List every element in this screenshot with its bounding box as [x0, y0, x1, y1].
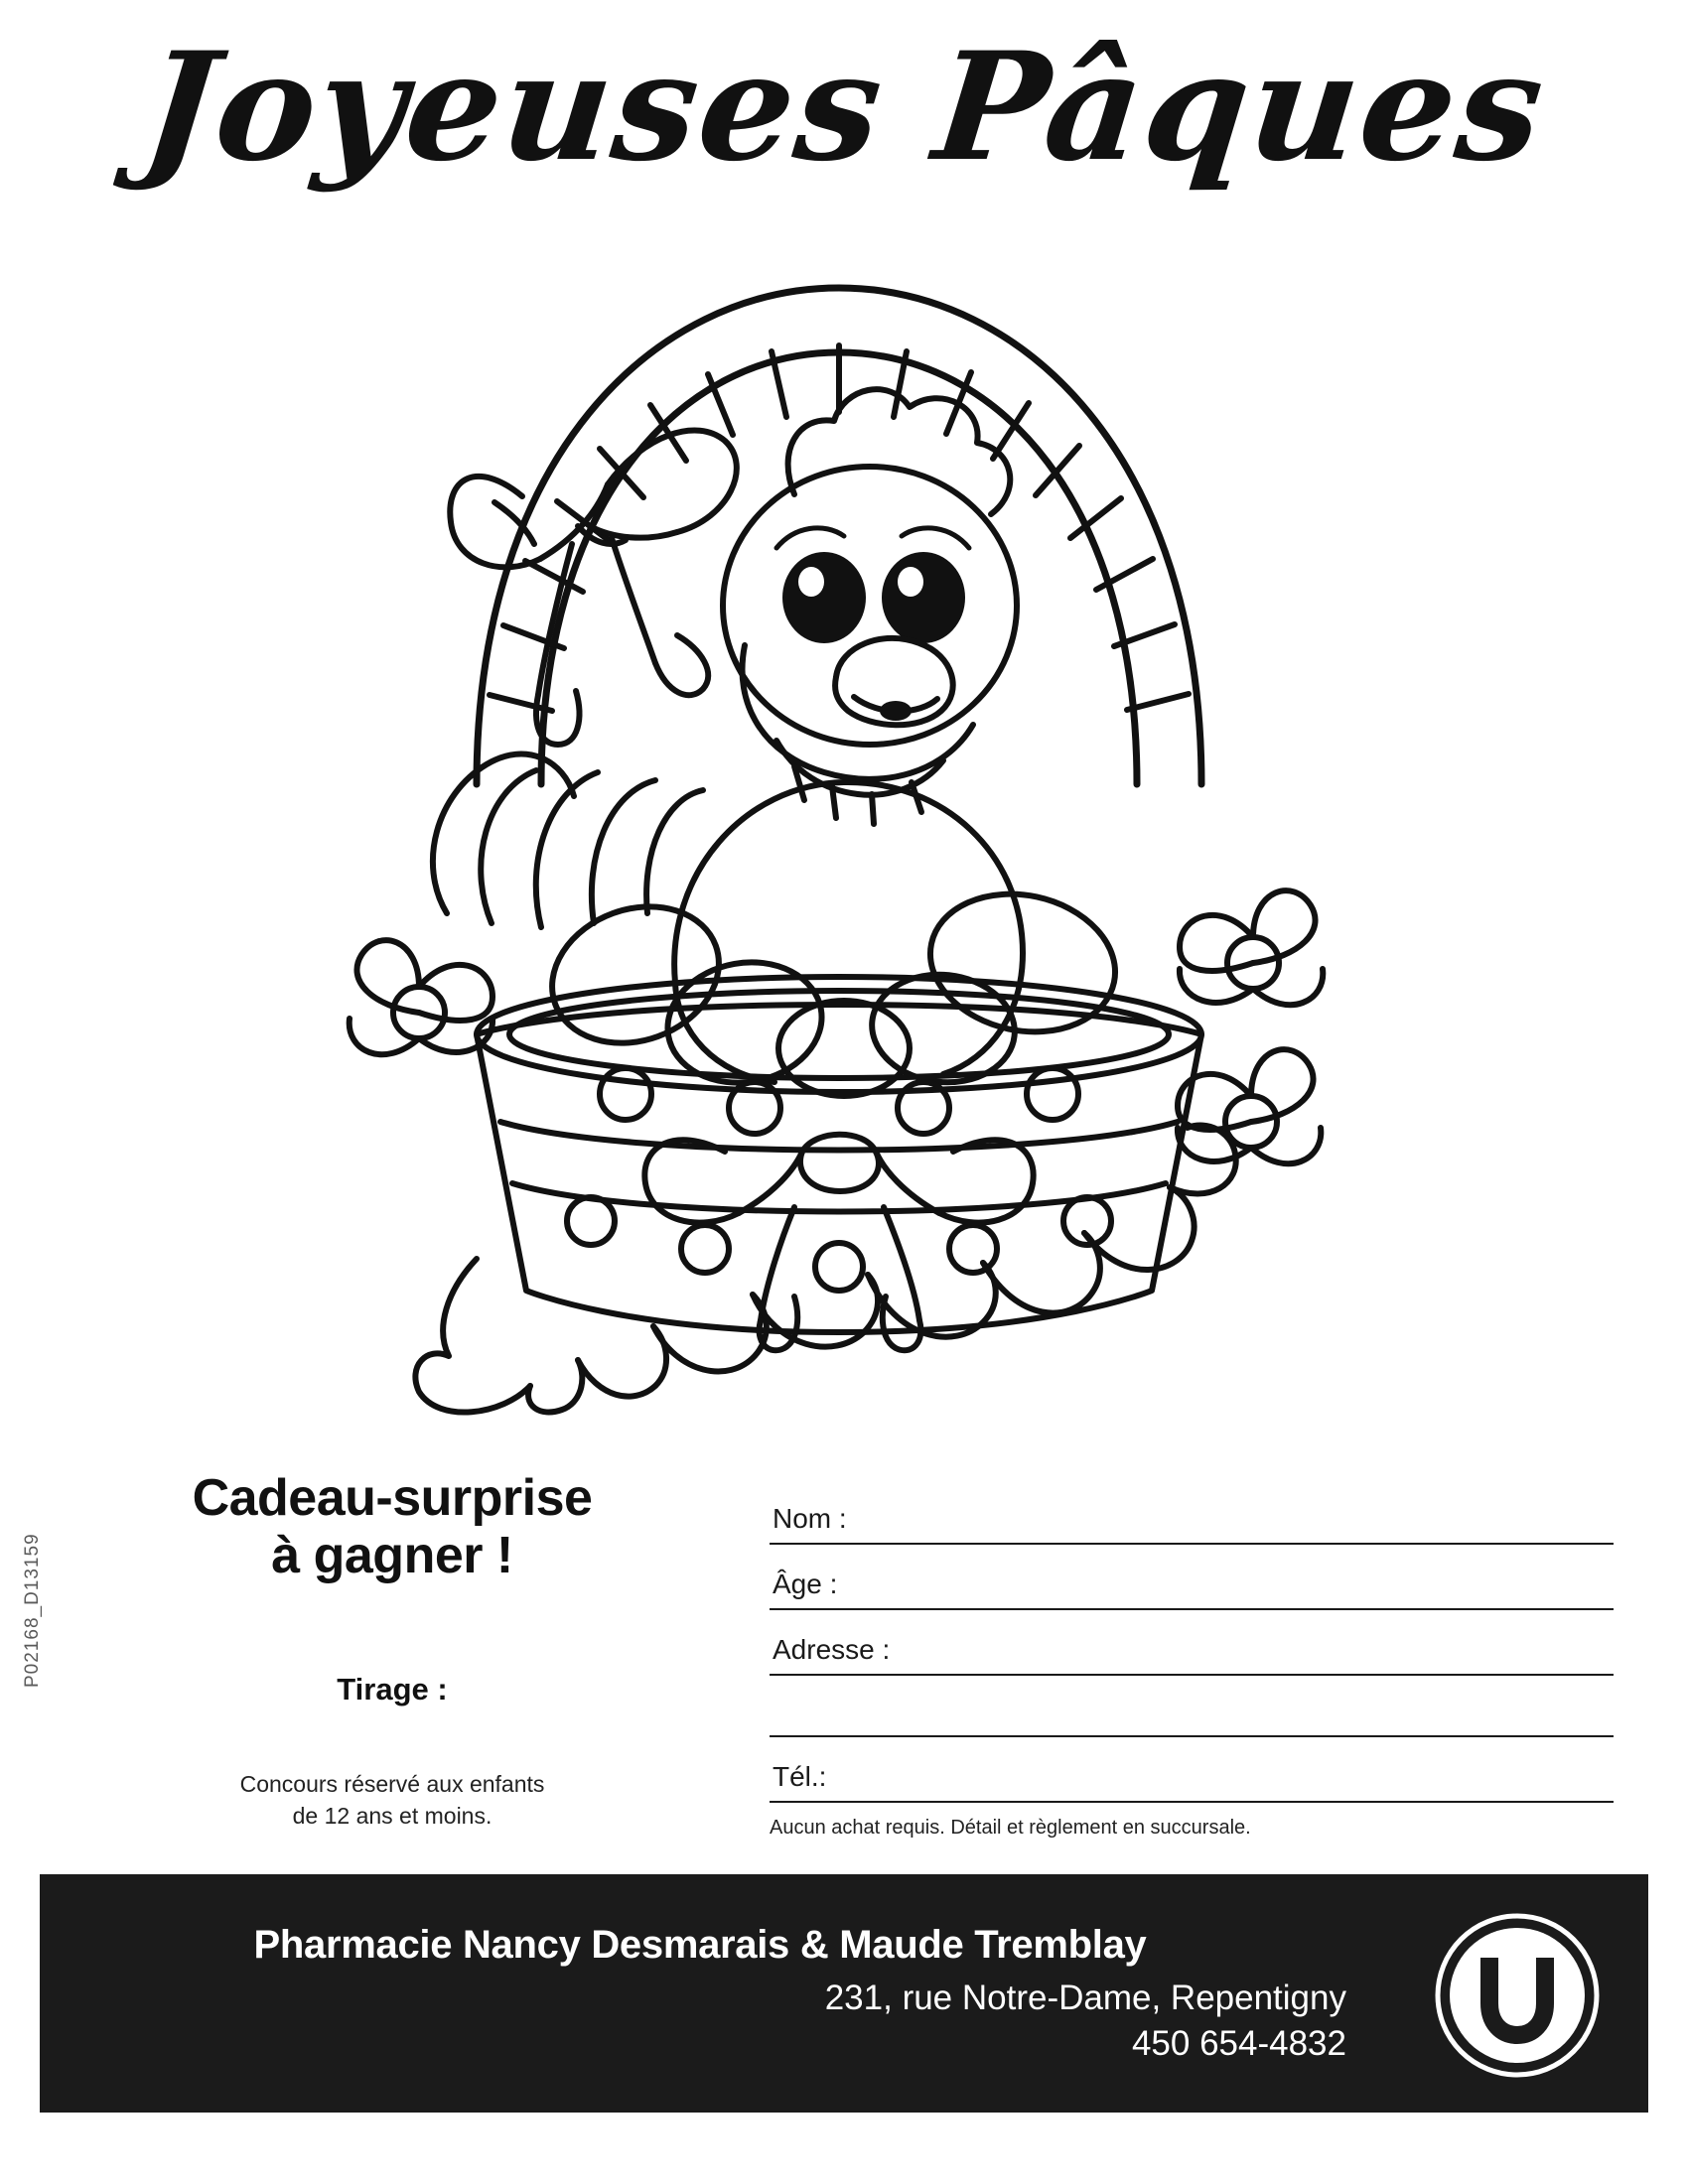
field-nom-label: Nom :: [773, 1503, 847, 1534]
pharmacy-name: Pharmacie Nancy Desmarais & Maude Tremblay: [253, 1923, 1147, 1967]
field-telephone[interactable]: [770, 1737, 1614, 1803]
field-age-label: Âge :: [773, 1569, 838, 1599]
easter-basket-illustration: [328, 228, 1350, 1420]
footer-bar: [40, 1874, 1648, 2113]
print-code: P02168_D13159: [22, 1533, 43, 1688]
footer-text-block: [40, 1920, 1360, 2066]
pharmacy-address: 231, rue Notre-Dame, Repentigny: [824, 1979, 1346, 2017]
prize-title-line2: à gagner !: [271, 1527, 513, 1585]
field-adresse-line2[interactable]: [770, 1676, 1614, 1737]
entry-form: [770, 1479, 1614, 1840]
page-title: [0, 20, 1688, 195]
draw-label: Tirage :: [337, 1672, 448, 1707]
pharmacy-phone: 450 654-4832: [1131, 2023, 1346, 2063]
field-nom[interactable]: [770, 1479, 1614, 1545]
field-telephone-label: Tél.:: [773, 1761, 827, 1792]
prize-block: [89, 1469, 695, 1832]
prize-title: [89, 1469, 695, 1584]
uniprix-logo-icon: [1434, 1912, 1601, 2079]
field-adresse[interactable]: [770, 1610, 1614, 1676]
page-title-text: Joyeuses Pâques: [135, 20, 1553, 195]
prize-title-line1: Cadeau-surprise: [192, 1469, 593, 1527]
contest-rules-line1: Concours réservé aux enfants: [239, 1771, 545, 1798]
form-disclaimer: Aucun achat requis. Détail et règlement en succursale.: [770, 1817, 1251, 1839]
contest-rules-line2: de 12 ans et moins.: [292, 1802, 492, 1829]
field-age[interactable]: [770, 1545, 1614, 1610]
field-adresse-label: Adresse :: [773, 1634, 891, 1665]
contest-rules: [89, 1769, 695, 1831]
